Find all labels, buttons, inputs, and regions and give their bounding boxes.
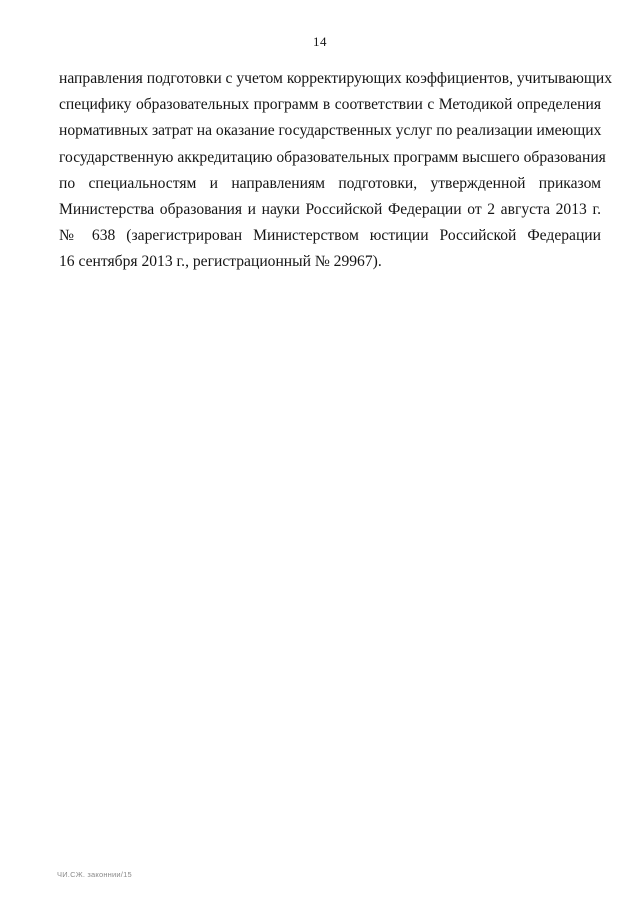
page-number: 14 <box>313 34 327 49</box>
paragraph-line: Министерства образования и науки Российской Федерации от 2 августа 2013 г. <box>59 201 601 219</box>
body-paragraph <box>59 66 613 276</box>
paragraph-line: 16 сентября 2013 г., регистрационный № 29967). <box>59 253 382 271</box>
paragraph-line: государственную аккредитацию образовательных программ высшего образования <box>59 148 606 166</box>
paragraph-line: специфику образовательных программ в соответствии с Методикой определения <box>59 96 601 114</box>
paragraph-line: № 638 (зарегистрирован Министерством юстиции Российской Федерации <box>59 227 601 245</box>
paragraph-line: направления подготовки с учетом корректирующих коэффициентов, учитывающих <box>59 70 613 87</box>
footer-file-mark: ЧИ.СЖ. законнии/15 <box>57 870 132 879</box>
paragraph-line: по специальностям и направлениям подготовки, утвержденной приказом <box>59 174 601 192</box>
paragraph-line: нормативных затрат на оказание государственных услуг по реализации имеющих <box>59 122 602 140</box>
